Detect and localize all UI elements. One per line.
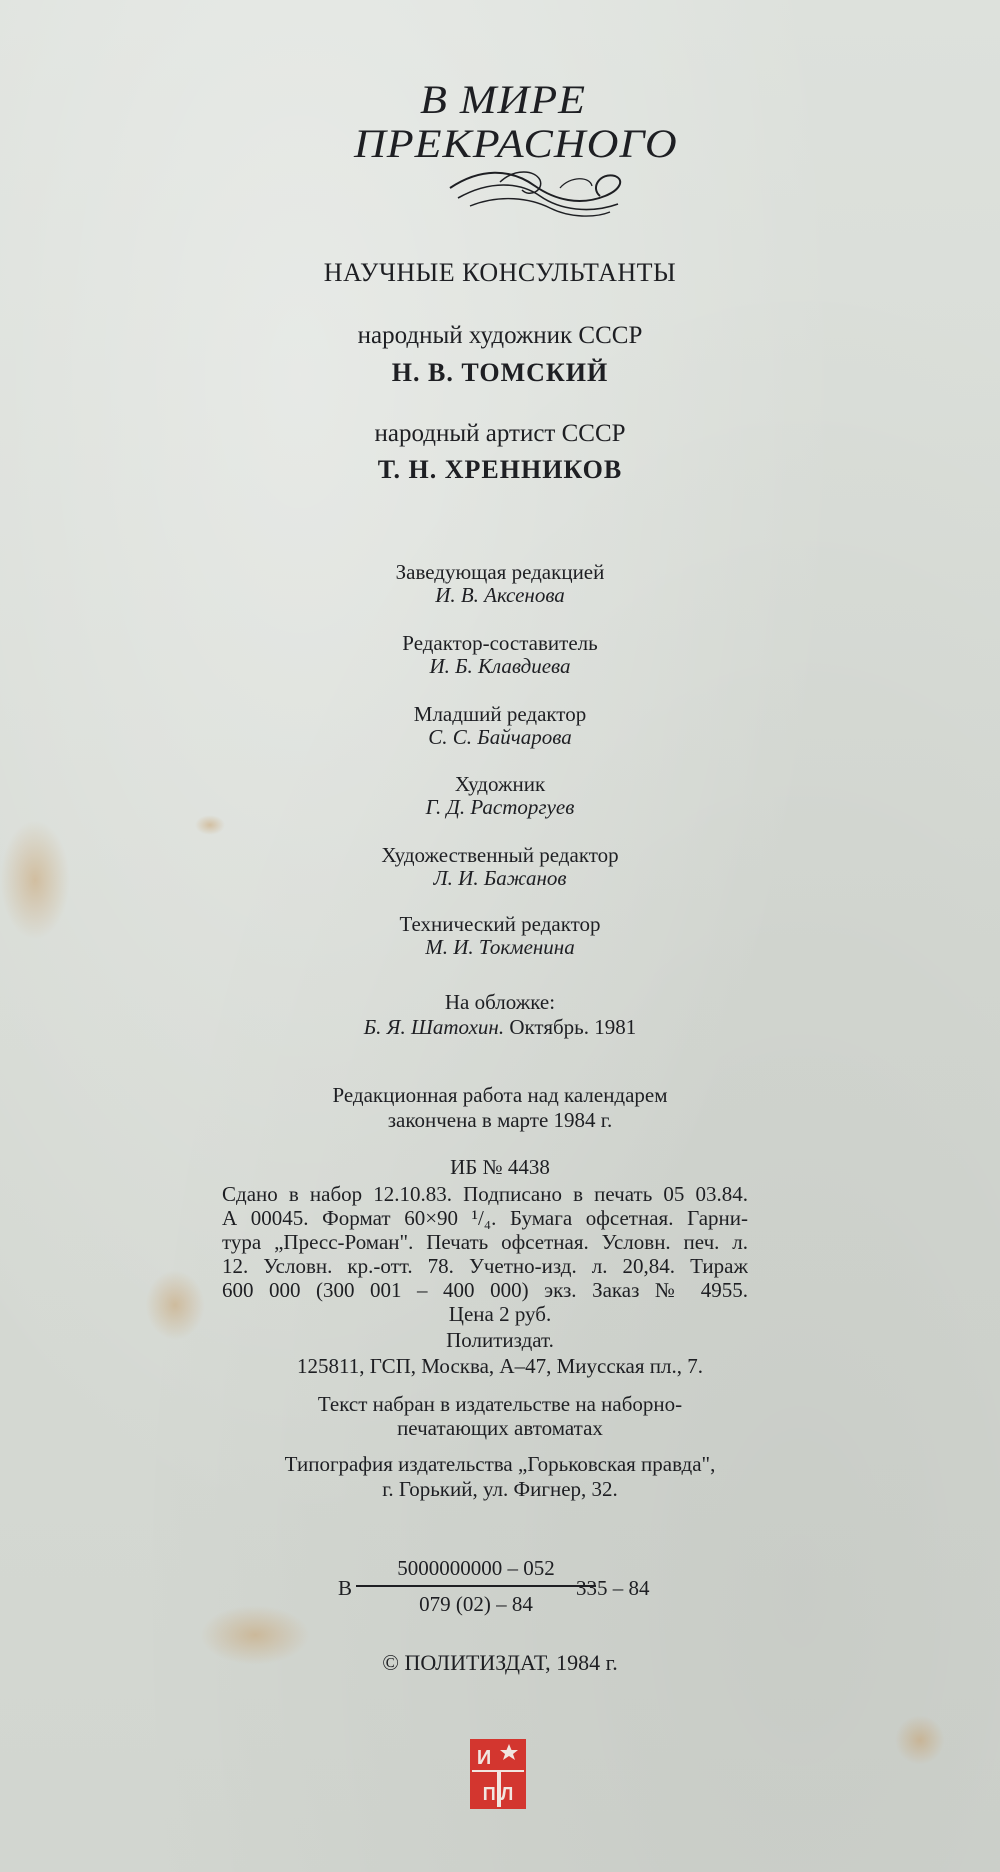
consultant-name: Т. Н. ХРЕННИКОВ xyxy=(377,455,623,484)
index-code-numerator: 5000000000 – 052 xyxy=(397,1556,555,1580)
staff-role: Художник xyxy=(454,772,546,796)
cover-label: На обложке: xyxy=(444,990,556,1014)
imprint-line: А 00045. Формат 60×90 ¹/₄. Бумага офсетная. Гарни- xyxy=(222,1206,748,1230)
staff-name: И. Б. Клавдиева xyxy=(429,654,571,678)
staff-name: И. В. Аксенова xyxy=(435,583,565,607)
staff-role: Редактор-составитель xyxy=(402,631,598,655)
cover-work: Октябрь. 1981 xyxy=(509,1015,637,1039)
staff-role: Младший редактор xyxy=(413,702,587,726)
cover-credit xyxy=(0,1015,1000,1040)
series-logo-line2: ПРЕКРАСНОГО xyxy=(354,121,678,167)
consultant-title: народный художник СССР xyxy=(357,322,643,349)
publisher-logo-top-letters: И xyxy=(476,1747,492,1769)
imprint-line: Сдано в набор 12.10.83. Подписано в печать 05 03.84. xyxy=(222,1182,748,1206)
publisher-name: Политиздат. xyxy=(446,1328,554,1352)
printer-line2: г. Горький, ул. Фигнер, 32. xyxy=(382,1477,618,1501)
typeset-note-line1: Текст набран в издательстве на наборно- xyxy=(317,1392,683,1416)
imprint-line: тура „Пресс-Роман". Печать офсетная. Условн. печ. л. xyxy=(222,1230,748,1254)
publisher-logo-bottom-letters: П Л xyxy=(482,1784,514,1804)
imprint-block xyxy=(222,1182,748,1302)
copyright: © ПОЛИТИЗДАТ, 1984 г. xyxy=(382,1650,618,1675)
consultant-name: Н. В. ТОМСКИЙ xyxy=(391,358,609,387)
series-logo xyxy=(340,78,720,228)
staff-role: Художественный редактор xyxy=(381,843,619,867)
consultant-title: народный артист СССР xyxy=(374,420,626,447)
index-code-suffix: 335 – 84 xyxy=(576,1576,650,1600)
staff-name: С. С. Байчарова xyxy=(428,725,572,749)
imprint-line: 12. Условн. кр.-отт. 78. Учетно-изд. л. 20,84. Тираж xyxy=(222,1254,748,1278)
imprint-line: 600 000 (300 001 – 400 000) экз. Заказ № 4955. xyxy=(222,1278,748,1302)
editorial-note-line1: Редакционная работа над календарем xyxy=(332,1083,668,1107)
price: Цена 2 руб. xyxy=(448,1302,552,1326)
staff-name: Л. И. Бажанов xyxy=(433,866,567,890)
typeset-note-line2: печатающих автоматах xyxy=(397,1416,603,1440)
staff-name: М. И. Токменина xyxy=(425,935,575,959)
index-code-prefix: В xyxy=(338,1576,353,1600)
index-code-denominator: 079 (02) – 84 xyxy=(419,1592,533,1616)
publisher-address: 125811, ГСП, Москва, А–47, Миусская пл., 7. xyxy=(297,1354,703,1378)
publisher-logo-icon xyxy=(469,1738,527,1810)
staff-role: Заведующая редакцией xyxy=(395,560,605,584)
paper-stain xyxy=(895,1715,945,1765)
ib-number: ИБ № 4438 xyxy=(450,1155,550,1179)
printer-line1: Типография издательства „Горьковская правда", xyxy=(284,1452,716,1476)
series-logo-line1: В МИРЕ xyxy=(420,77,587,123)
calligraphic-swash-icon xyxy=(440,158,640,228)
editorial-note-line2: закончена в марте 1984 г. xyxy=(387,1108,613,1132)
cover-author: Б. Я. Шатохин. xyxy=(363,1015,505,1039)
index-code xyxy=(338,1556,678,1646)
staff-name: Г. Д. Расторгуев xyxy=(425,795,575,819)
consultants-heading: НАУЧНЫЕ КОНСУЛЬТАНТЫ xyxy=(323,258,677,287)
staff-role: Технический редактор xyxy=(399,912,601,936)
index-code-fraction-bar xyxy=(356,1585,596,1587)
